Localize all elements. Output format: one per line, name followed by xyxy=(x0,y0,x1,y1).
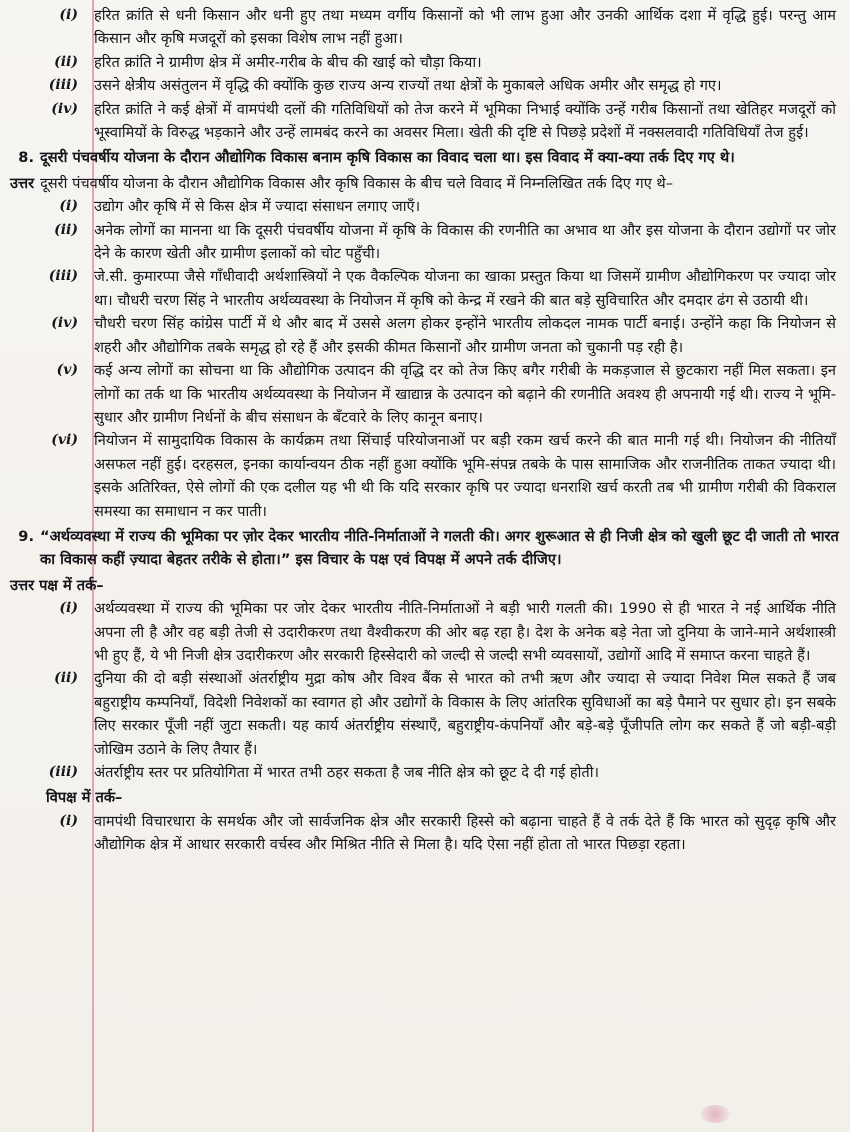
against-heading: विपक्ष में तर्क– xyxy=(46,789,123,807)
item-number: (iii) xyxy=(48,268,78,285)
list-item xyxy=(0,98,840,145)
item-text: हरित क्रांति ने कई क्षेत्रों में वामपंथी दलों की गतिविधियों को तेज करने में भूमिका निभाई क्योंकि उन्हें गरीब किसानों तथा खेतिहर मजदूरों को भूस्वामियों के विरुद्ध भड़काने और उन्हें लामबंद करने का अवसर मिला। खेती की दृष्टि से पिछड़े प्रदेशों में नक्सलवादी गतिविधियाँ तेज हुई। xyxy=(94,100,836,142)
list-item xyxy=(0,761,840,784)
answer-8-intro xyxy=(0,172,840,195)
item-text: वामपंथी विचारधारा के समर्थक और जो सार्वजनिक क्षेत्र और सरकारी हिस्से को बढ़ाना चाहते हैं वे तर्क देते हैं कि भारत को सुदृढ़ कृषि और औद्योगिक क्षेत्र में आधार सरकारी वर्चस्व और मिश्रित नीति से मिला है। यदि ऐसा नहीं होता तो भारत पिछड़ा रहता। xyxy=(94,812,836,854)
item-number: (i) xyxy=(59,7,78,23)
item-text: चौधरी चरण सिंह कांग्रेस पार्टी में थे और बाद में उससे अलग होकर इन्होंने भारतीय लोकदल नामक पार्टी बनाई। उन्होंने कहा कि नियोजन से शहरी और औद्योगिक तबके समृद्ध हो रहे हैं और इसकी कीमत किसानों और ग्रामीण जनता को चुकानी पड़ रही है। xyxy=(94,315,836,356)
item-number: (ii) xyxy=(54,221,78,238)
ink-stain xyxy=(700,1105,730,1123)
item-number: (i) xyxy=(59,198,78,215)
item-text: हरित क्रांति ने ग्रामीण क्षेत्र में अमीर-गरीब के बीच की खाई को चौड़ा किया। xyxy=(94,53,482,71)
question-number: 9. xyxy=(18,527,34,545)
item-text: जे.सी. कुमारप्पा जैसे गाँधीवादी अर्थशास्त्रियों ने एक वैकल्पिक योजना का खाका प्रस्तुत किया था जिसमें ग्रामीण औद्योगिकरण पर ज्यादा जोर था। चौधरी चरण सिंह ने भारतीय अर्थव्यवस्था के नियोजन में कृषि को केन्द्र में रखने की बात बड़े सुविचारित और दमदार ढंग से उठायी थी। xyxy=(94,268,836,309)
answer-intro: दूसरी पंचवर्षीय योजना के दौरान औद्योगिक विकास और कृषि विकास के बीच चले विवाद में निम्नलिखित तर्क दिए गए थे– xyxy=(40,174,674,192)
item-number: (i) xyxy=(59,600,78,617)
question-text: दूसरी पंचवर्षीय योजना के दौरान औद्योगिक विकास बनाम कृषि विकास का विवाद चला था। इस विवाद में क्या-क्या तर्क दिए गए थे। xyxy=(40,149,735,167)
for-heading: उत्तर पक्ष में तर्क– xyxy=(10,576,104,594)
question-8 xyxy=(0,146,840,169)
list-item xyxy=(0,219,840,266)
item-text: उद्योग और कृषि में से किस क्षेत्र में ज्यादा संसाधन लगाए जाएँ। xyxy=(94,198,421,216)
list-item xyxy=(0,312,840,359)
item-text: अनेक लोगों का मानना था कि दूसरी पंचवर्षीय योजना में कृषि के विकास की रणनीति का अभाव था और इस योजना के दौरान उद्योगों पर जोर देने के कारण खेती और ग्रामीण इलाकों को चोट पहुँची। xyxy=(94,221,836,263)
item-number: (iv) xyxy=(51,100,78,117)
item-text: हरित क्रांति से धनी किसान और धनी हुए तथा मध्यम वर्गीय किसानों को भी लाभ हुआ और उनकी आर्थिक दशा में वृद्धि हुई। परन्तु आम किसान और कृषि मजदूरों को इसका विशेष लाभ नहीं हुआ। xyxy=(94,7,836,48)
list-item xyxy=(0,265,840,312)
item-number: (iv) xyxy=(51,315,78,332)
item-number: (v) xyxy=(56,362,78,379)
answer-label: उत्तर xyxy=(10,174,35,192)
item-number: (ii) xyxy=(54,53,78,70)
item-text: कई अन्य लोगों का सोचना था कि औद्योगिक उत्पादन की वृद्धि दर को तेज किए बगैर गरीबी के मकड़जाल से छुटकारा नहीं मिल सकता। इन लोगों का तर्क था कि भारतीय अर्थव्यवस्था के नियोजन में खाद्यान्न के उत्पादन को बढ़ाने की रणनीति अवश्य ही अपनायी गई थी। राज्य ने भूमि-सुधार और ग्रामीण निर्धनों के बीच संसाधन के बँटवारे के लिए कानून बनाए। xyxy=(94,362,836,426)
item-text: नियोजन में सामुदायिक विकास के कार्यक्रम तथा सिंचाई परियोजनाओं पर बड़ी रकम खर्च करने की बात मानी गई थी। नियोजन की नीतियाँ असफल नहीं हुई। दरहसल, इनका कार्यान्वयन ठीक नहीं हुआ क्योंकि भूमि-संपन्न तबके के पास सामाजिक और राजनीतिक ताकत ज्यादा थी। इसके अतिरिक्त, ऐसे लोगों की एक दलील यह भी थी कि यदि सरकार कृषि पर ज्यादा धनराशि खर्च करती तब भी ग्रामीण गरीबी की विकराल समस्या का समाधान न कर पाती। xyxy=(94,432,836,520)
item-number: (i) xyxy=(59,812,78,829)
question-number: 8. xyxy=(18,149,34,167)
item-text: दुनिया की दो बड़ी संस्थाओं अंतर्राष्ट्रीय मुद्रा कोष और विश्व बैंक से भारत को तभी ऋण और ज्यादा से ज्यादा निवेश मिल सकते हैं जब बहुराष्ट्रीय कम्पनियाँ, विदेशी निवेशकों का स्वागत हो और उद्योगों के विकास के लिए आंतरिक सुविधाओं का बड़े पैमाने पर सुधार हो। इन सबके लिए सरकार पूँजी नहीं जुटा सकती। यह कार्य अंतर्राष्ट्रीय संस्थाएँ, बहुराष्ट्रीय-कंपनियाँ और बड़े-बड़े पूँजीपति लोग कर सकते हैं जो बड़ी-बड़ी जोखिम उठाने के लिए तैयार हैं। xyxy=(94,670,836,758)
item-text: उसने क्षेत्रीय असंतुलन में वृद्धि की क्योंकि कुछ राज्य अन्य राज्यों तथा क्षेत्रों के मुकाबले अधिक अमीर और समृद्ध हो गए। xyxy=(94,77,722,95)
list-item xyxy=(0,51,840,74)
item-number: (iii) xyxy=(48,764,78,780)
list-item xyxy=(0,74,840,97)
list-item xyxy=(0,810,840,857)
question-9 xyxy=(0,525,840,572)
list-item xyxy=(0,195,840,218)
list-item xyxy=(0,667,840,761)
question-text: “अर्थव्यवस्था में राज्य की भूमिका पर ज़ोर देकर भारतीय नीति-निर्माताओं ने गलती की। अगर शुरूआत से ही निजी क्षेत्र को खुली छूट दी जाती तो भारत का विकास कहीं ज़्यादा बेहतर तरीके से होता।” इस विचार के पक्ष एवं विपक्ष में अपने तर्क दीजिए। xyxy=(40,527,839,569)
item-number: (iii) xyxy=(48,77,78,94)
item-text: अर्थव्यवस्था में राज्य की भूमिका पर जोर देकर भारतीय नीति-निर्माताओं ने बड़ी भारी गलती की। 1990 से ही भारत ने नई आर्थिक नीति अपना ली है और वह बड़ी तेजी से उदारीकरण तथा वैश्वीकरण की ओर बढ़ रहा है। देश के अनेक बड़े नेता जो दुनिया के जाने-माने अर्थशास्त्री भी हुए हैं, ये भी निजी क्षेत्र उदारीकरण और सरकारी हिस्सेदारी को जल्दी से जल्दी सभी व्यवसायों, उद्योगों आदि में समाप्त करना चाहते हैं। xyxy=(94,600,836,664)
list-item xyxy=(0,429,840,523)
list-item xyxy=(0,359,840,429)
list-item xyxy=(0,4,840,51)
item-number: (ii) xyxy=(54,670,78,687)
list-item xyxy=(0,597,840,667)
item-text: अंतर्राष्ट्रीय स्तर पर प्रतियोगिता में भारत तभी ठहर सकता है जब नीति क्षेत्र को छूट दे दी गई होती। xyxy=(94,764,600,781)
item-number: (vi) xyxy=(51,432,78,449)
page-content xyxy=(0,4,840,857)
